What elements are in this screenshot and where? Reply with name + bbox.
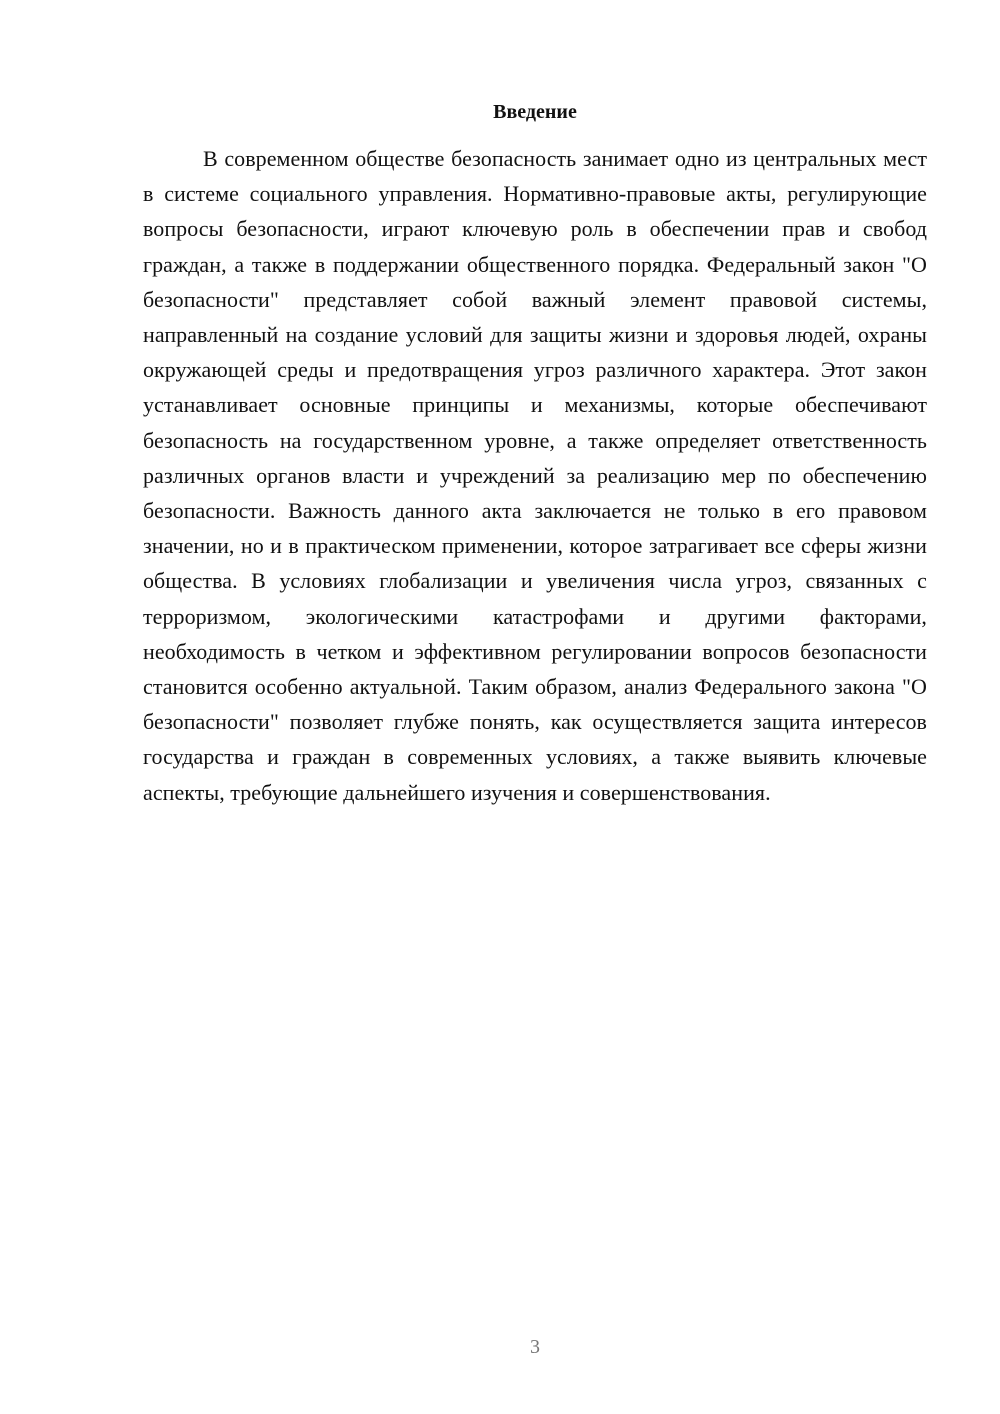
page-number: 3 [530,1336,540,1358]
body-paragraph: В современном обществе безопасность занимает одно из центральных мест в системе социального управления. Нормативно-правовые акты, регулирующие вопросы безопасности, играют ключевую роль в обеспечении прав и свобод граждан, а также в поддержании общественного порядка. Федеральный закон "О безопасности" представляет собой важный элемент правовой системы, направленный на создание условий для защиты жизни и здоровья людей, охраны окружающей среды и предотвращения угроз различного характера. Этот закон устанавливает основные принципы и механизмы, которые обеспечивают безопасность на государственном уровне, а также определяет ответственность различных органов власти и учреждений за реализацию мер по обеспечению безопасности. Важность данного акта заключается не только в его правовом значении, но и в практическом применении, которое затрагивает все сферы жизни общества. В условиях глобализации и увеличения числа угроз, связанных с терроризмом, экологическими катастрофами и другими факторами, необходимость в четком и эффективном регулировании вопросов безопасности становится особенно актуальной. Таким образом, анализ Федерального закона "О безопасности" позволяет глубже понять, как осуществляется защита интересов государства и граждан в современных условиях, а также выявить ключевые аспекты, требующие дальнейшего изучения и совершенствования. [143,146,927,805]
section-title: Введение [493,101,577,123]
